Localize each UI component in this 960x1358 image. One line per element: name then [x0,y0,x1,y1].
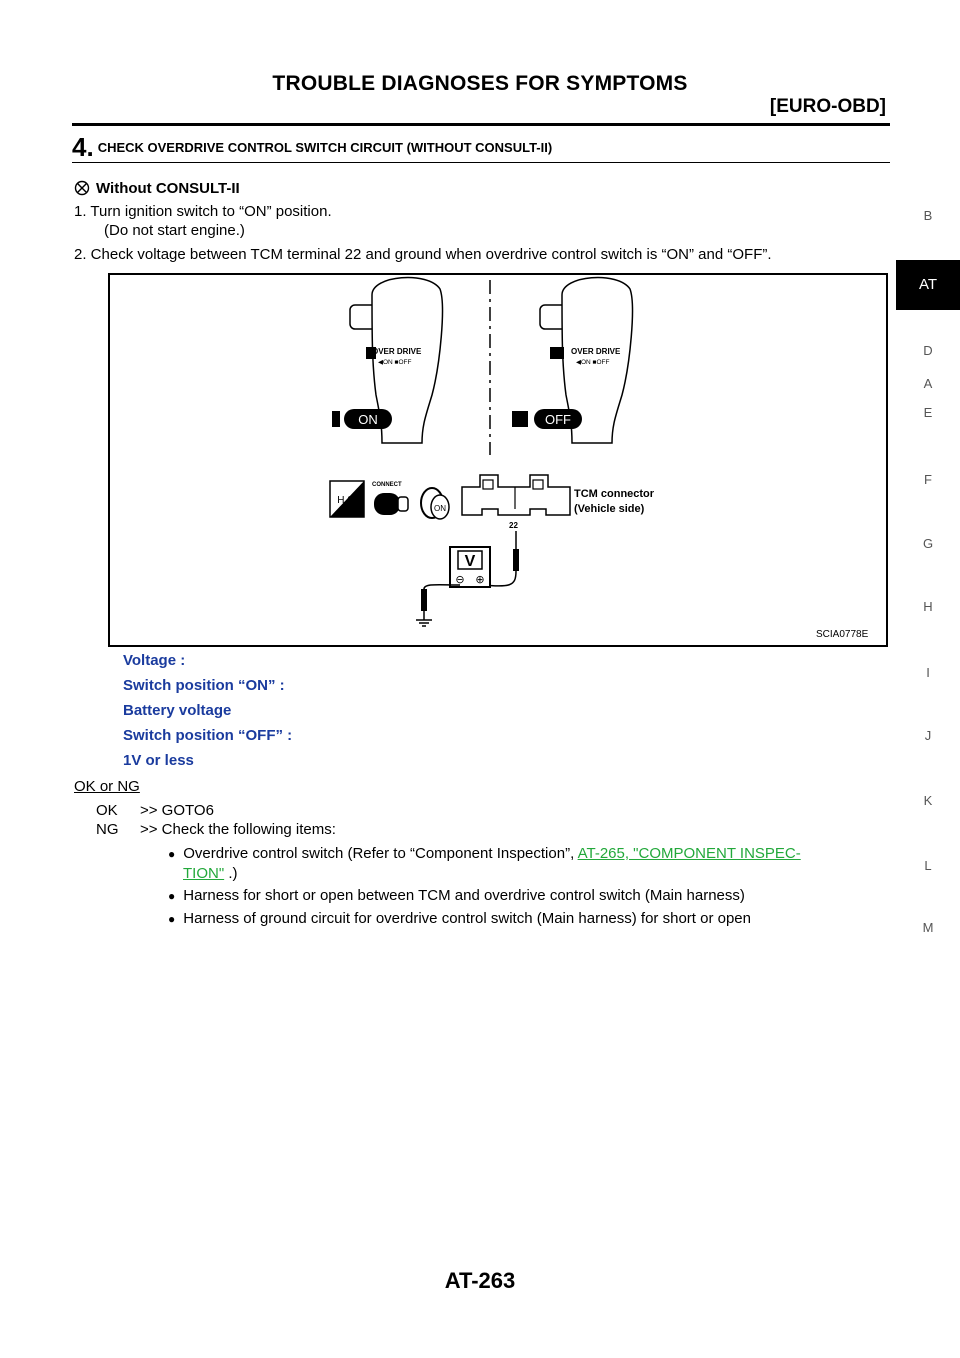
component-inspection-link[interactable]: AT-265, "COMPONENT INSPEC- [577,845,801,862]
side-index-j[interactable]: J [924,728,932,743]
side-index-k[interactable]: K [923,793,933,808]
ng-item-switch-cont: TION" .) [183,865,238,882]
step-number: 4. [72,132,94,162]
svg-text:OFF: OFF [545,412,571,427]
probe-ground [416,585,460,626]
svg-text:⊕: ⊕ [475,573,485,586]
instruction-1-note: (Do not start engine.) [104,222,245,239]
result-ng-key: NG [96,821,119,838]
side-index-g[interactable]: G [922,536,934,551]
step-title: CHECK OVERDRIVE CONTROL SWITCH CIRCUIT (WITHOUT CONSULT-II) [97,140,553,155]
spec-off-value: 1V or less [123,752,194,769]
ng-item-harness-short: ● Harness for short or open between TCM and overdrive control switch (Main harness) [168,887,745,904]
figure-drawing [110,275,886,645]
svg-text:(Vehicle side): (Vehicle side) [574,503,645,515]
svg-text:ON: ON [358,412,378,427]
shift-lever-left [332,278,442,443]
svg-text:⊖: ⊖ [455,573,465,586]
side-index-h[interactable]: H [923,599,933,614]
result-ok-key: OK [96,802,118,819]
without-consult-heading: Without CONSULT-II [96,180,240,197]
svg-text:ON: ON [434,504,446,513]
svg-text:OVER DRIVE: OVER DRIVE [571,347,621,356]
tcm-connector [462,475,655,530]
svg-text:◀ON ■OFF: ◀ON ■OFF [378,359,412,366]
ng-item-switch: ● Overdrive control switch (Refer to “Component Inspection”, AT-265, "COMPONENT INSPEC- [168,845,801,862]
side-index-a[interactable]: A [923,376,933,391]
ng-item-ground-circuit: ● Harness of ground circuit for overdrive control switch (Main harness) for short or open [168,910,751,927]
voltmeter-icon [450,547,490,587]
hs-icon [330,481,364,517]
side-index-d[interactable]: D [923,343,933,358]
instruction-1: 1. Turn ignition switch to “ON” position. [74,203,332,220]
page-title: TROUBLE DIAGNOSES FOR SYMPTOMS [272,72,688,95]
component-inspection-link-cont[interactable]: TION" [183,865,225,882]
result-heading: OK or NG [74,778,140,795]
wiring-figure [108,273,888,647]
spec-on-label: Switch position “ON” : [123,677,285,694]
side-index-i[interactable]: I [926,665,930,680]
page-subtitle: [EURO-OBD] [769,96,886,117]
page-number: AT-263 [444,1268,516,1293]
instruction-2: 2. Check voltage between TCM terminal 22 and ground when overdrive control switch is “ON” and “OFF”. [74,246,772,263]
figure-code: SCIA0778E [816,629,869,640]
spec-voltage: Voltage : [123,652,186,669]
bullet-icon: ● [168,912,176,926]
spec-off-label: Switch position “OFF” : [123,727,293,744]
result-ok-value: >> GOTO6 [140,802,214,819]
spec-on-value: Battery voltage [123,702,232,719]
side-index-l[interactable]: L [924,858,932,873]
side-index-e[interactable]: E [923,405,933,420]
svg-text:CONNECT: CONNECT [372,482,402,488]
result-ng-value: >> Check the following items: [140,821,336,838]
bullet-icon: ● [168,847,176,861]
side-index-m[interactable]: M [922,920,934,935]
svg-text:◀ON ■OFF: ◀ON ■OFF [576,359,610,366]
side-index-at[interactable]: AT [896,260,960,310]
bullet-icon: ● [168,889,176,903]
header-rule [72,123,890,126]
step-heading [72,132,552,163]
shift-lever-right [512,278,632,443]
tester-icon [74,180,90,196]
side-index-b[interactable]: B [923,208,933,223]
ignition-on-icon [421,488,449,519]
svg-text:22: 22 [509,521,518,530]
svg-text:V: V [464,553,476,570]
svg-text:OVER DRIVE: OVER DRIVE [372,347,422,356]
svg-text:TCM connector: TCM connector [574,488,655,500]
side-index-f[interactable]: F [924,472,932,487]
svg-text:H.S.: H.S. [337,495,357,506]
step-rule [72,162,890,163]
connect-icon [372,482,408,515]
